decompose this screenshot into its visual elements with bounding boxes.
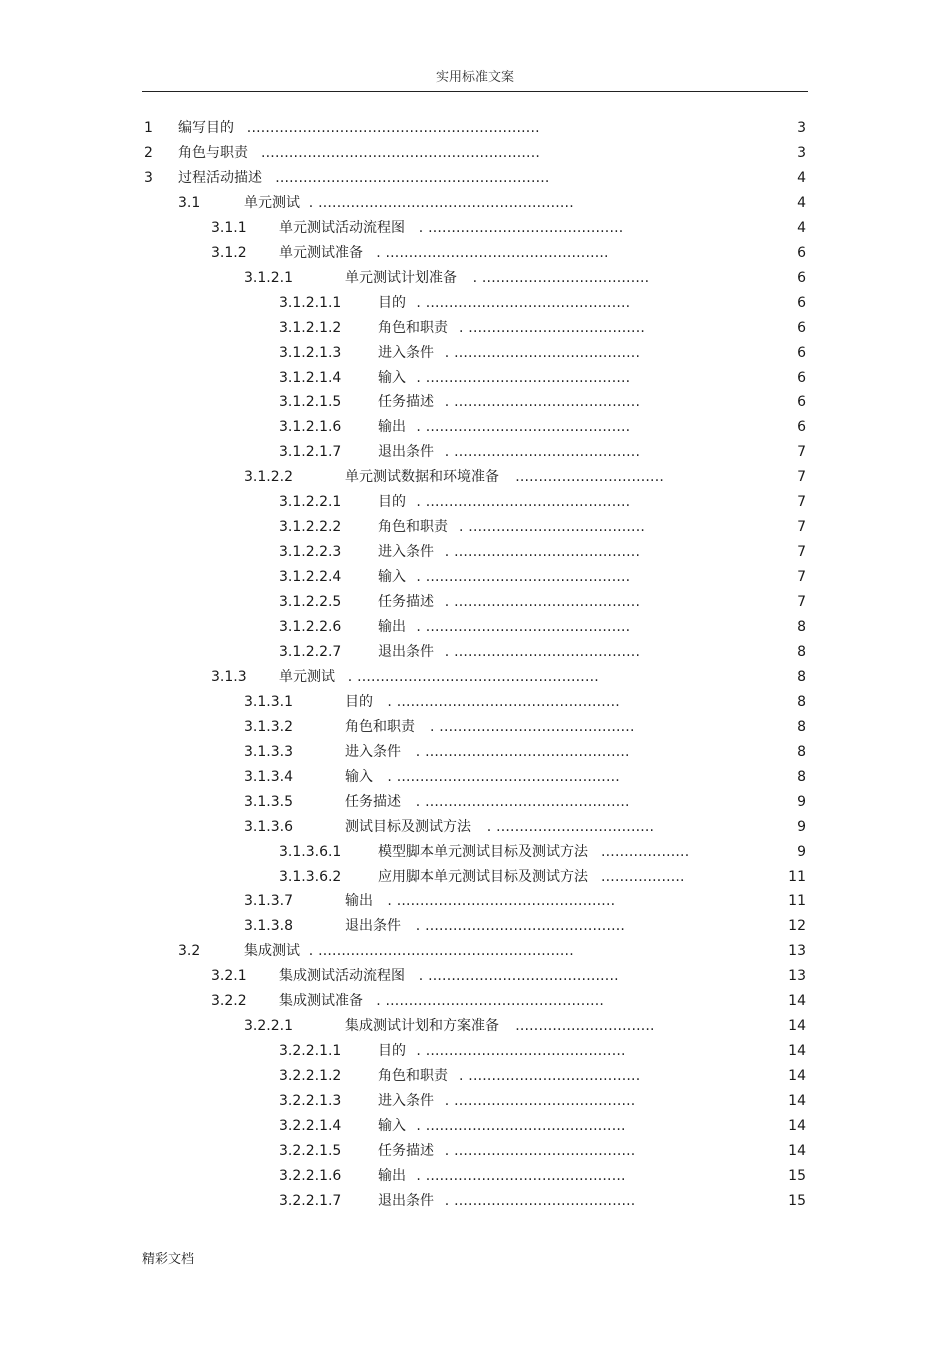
toc-entry-title: 任务描述 xyxy=(345,793,401,810)
toc-entry[interactable] xyxy=(0,867,950,887)
header-rule xyxy=(142,91,808,92)
toc-entry-number: 3.1.2.2.2 xyxy=(279,519,342,536)
toc-entry-leader-dots: .................. xyxy=(601,868,685,885)
toc-entry-leader-dots: . .................................... xyxy=(472,269,650,286)
toc-entry-number: 2 xyxy=(144,144,153,161)
toc-entry-title: 输出 xyxy=(378,619,406,635)
toc-entry-number: 3.1.3.6.2 xyxy=(279,868,342,885)
toc-entry-leader-dots: . ........................................... xyxy=(416,1043,626,1060)
toc-entry-leader-dots: . ....................................... xyxy=(444,1142,636,1159)
toc-entry[interactable] xyxy=(0,1191,950,1211)
toc-entry[interactable] xyxy=(0,692,950,712)
toc-entry-number: 3.1.2.1.2 xyxy=(279,319,342,336)
toc-entry-page-number: 4 xyxy=(797,169,806,186)
toc-entry-leader-dots: . ................................................ xyxy=(376,244,609,261)
toc-entry-number: 3.1.2.2 xyxy=(244,469,293,486)
toc-entry[interactable] xyxy=(0,642,950,662)
toc-entry-number: 3.2.2.1.1 xyxy=(279,1043,342,1060)
toc-entry-page-number: 3 xyxy=(797,120,806,136)
toc-entry-number: 3.1.3.6 xyxy=(244,818,293,835)
toc-entry[interactable] xyxy=(0,517,950,537)
toc-entry-title: 进入条件 xyxy=(378,1093,434,1110)
toc-entry-number: 3.1.1 xyxy=(211,219,247,236)
toc-entry-page-number: 7 xyxy=(797,444,806,461)
toc-entry-title: 输入 xyxy=(378,569,406,586)
toc-entry-title: 单元测试 xyxy=(279,668,335,685)
toc-entry-title: 角色和职责 xyxy=(378,519,448,536)
toc-entry-page-number: 12 xyxy=(788,918,806,935)
toc-entry[interactable] xyxy=(0,717,950,737)
toc-entry-page-number: 6 xyxy=(797,344,806,361)
toc-entry[interactable] xyxy=(0,442,950,462)
toc-entry-page-number: 7 xyxy=(797,469,806,486)
toc-entry-title: 角色和职责 xyxy=(378,1068,448,1085)
page-header-title: 实用标准文案 xyxy=(435,70,514,85)
toc-entry-page-number: 6 xyxy=(797,419,806,436)
toc-entry-title: 输入 xyxy=(345,768,373,785)
toc-entry-leader-dots: . ........................................... xyxy=(416,1167,626,1184)
toc-entry-leader-dots: . ....................................... xyxy=(444,1093,636,1110)
toc-entry-leader-dots: ............................................................ xyxy=(261,144,541,161)
toc-entry-leader-dots: . ............................................... xyxy=(376,993,605,1010)
toc-entry-page-number: 13 xyxy=(788,943,806,960)
toc-entry[interactable] xyxy=(0,941,950,961)
toc-entry[interactable] xyxy=(0,567,950,587)
toc-entry-title: 目的 xyxy=(378,1043,406,1060)
toc-entry-number: 3.1.2.1 xyxy=(244,269,293,286)
toc-entry-title: 任务描述 xyxy=(378,394,434,411)
toc-entry-leader-dots: .............................. xyxy=(515,1018,655,1035)
toc-entry-leader-dots: . ..................................... xyxy=(459,1068,641,1085)
toc-entry-number: 3.2.1 xyxy=(211,968,247,985)
toc-entry-page-number: 13 xyxy=(788,968,806,985)
toc-entry-leader-dots: . ............................................ xyxy=(416,294,631,311)
toc-entry-title: 集成测试活动流程图 xyxy=(279,968,405,985)
toc-entry-number: 3.2.2.1.2 xyxy=(279,1068,342,1085)
toc-entry[interactable] xyxy=(0,1041,950,1061)
toc-entry-title: 应用脚本单元测试目标及测试方法 xyxy=(378,868,588,885)
toc-entry-page-number: 11 xyxy=(788,868,806,885)
toc-entry[interactable] xyxy=(0,542,950,562)
toc-entry-leader-dots: . ........................................ xyxy=(444,394,641,411)
toc-entry-page-number: 8 xyxy=(797,668,806,685)
toc-entry-page-number: 15 xyxy=(788,1167,806,1184)
toc-entry-number: 3.2.2.1.7 xyxy=(279,1192,342,1209)
toc-entry-title: 单元测试数据和环境准备 xyxy=(345,469,499,486)
toc-entry[interactable] xyxy=(0,742,950,762)
toc-entry[interactable] xyxy=(0,792,950,812)
toc-entry-title: 单元测试活动流程图 xyxy=(279,219,405,236)
toc-entry-number: 3.1.2.2.5 xyxy=(279,594,342,611)
toc-entry[interactable] xyxy=(0,243,950,263)
toc-entry-leader-dots: . ........................................ xyxy=(444,444,641,461)
toc-entry-number: 3.1.3.3 xyxy=(244,743,293,760)
toc-entry-title: 角色和职责 xyxy=(378,319,448,336)
toc-entry-title: 输出 xyxy=(345,893,373,910)
toc-entry-title: 模型脚本单元测试目标及测试方法 xyxy=(378,843,588,860)
toc-entry[interactable] xyxy=(0,1116,950,1136)
toc-entry-page-number: 14 xyxy=(788,1142,806,1159)
toc-entry-number: 1 xyxy=(144,120,153,136)
toc-entry-leader-dots: . ......................................... xyxy=(418,968,619,985)
toc-entry-number: 3.1.2.1.5 xyxy=(279,394,342,411)
toc-entry[interactable] xyxy=(0,368,950,388)
toc-entry-page-number: 14 xyxy=(788,1068,806,1085)
toc-entry-number: 3.1.3.2 xyxy=(244,718,293,735)
toc-entry-page-number: 4 xyxy=(797,219,806,236)
toc-entry-number: 3.1.2.2.3 xyxy=(279,544,342,561)
toc-entry-number: 3.2.2.1.6 xyxy=(279,1167,342,1184)
toc-entry[interactable] xyxy=(0,817,950,837)
toc-entry-title: 退出条件 xyxy=(378,1192,434,1209)
toc-entry-leader-dots: . ...................................... xyxy=(459,319,646,336)
toc-entry-title: 集成测试准备 xyxy=(279,993,363,1010)
toc-entry-leader-dots: . ............................................ xyxy=(415,743,630,760)
toc-entry-leader-dots: . .................................. xyxy=(486,818,655,835)
toc-entry-leader-dots: . ............................................ xyxy=(415,793,630,810)
toc-entry-page-number: 8 xyxy=(797,643,806,660)
toc-entry-page-number: 4 xyxy=(797,194,806,211)
toc-entry-leader-dots: . ............................................ xyxy=(416,419,631,436)
toc-entry[interactable] xyxy=(0,592,950,612)
toc-entry-page-number: 7 xyxy=(797,544,806,561)
toc-entry-page-number: 9 xyxy=(797,818,806,835)
toc-entry-number: 3.2 xyxy=(178,943,201,960)
toc-entry-title: 进入条件 xyxy=(378,544,434,561)
toc-entry-title: 输出 xyxy=(378,1167,406,1184)
toc-entry-title: 角色与职责 xyxy=(178,144,248,161)
toc-entry-title: 测试目标及测试方法 xyxy=(345,818,471,835)
toc-entry-page-number: 6 xyxy=(797,244,806,261)
toc-entry-page-number: 14 xyxy=(788,1118,806,1134)
toc-entry-number: 3.1.3.1 xyxy=(244,693,293,710)
toc-entry-title: 目的 xyxy=(345,693,373,710)
toc-entry[interactable] xyxy=(0,667,950,687)
toc-entry-number: 3 xyxy=(144,169,153,186)
toc-entry-title: 集成测试计划和方案准备 xyxy=(345,1018,499,1035)
toc-entry-page-number: 14 xyxy=(788,993,806,1010)
toc-entry-number: 3.2.2 xyxy=(211,993,247,1010)
toc-entry[interactable] xyxy=(0,1141,950,1161)
toc-entry[interactable] xyxy=(0,392,950,412)
toc-entry[interactable] xyxy=(0,467,950,487)
toc-entry-title: 单元测试准备 xyxy=(279,244,363,261)
toc-entry-number: 3.1.3.8 xyxy=(244,918,293,935)
toc-entry-title: 任务描述 xyxy=(378,594,434,611)
toc-entry[interactable] xyxy=(0,293,950,313)
toc-entry-page-number: 7 xyxy=(797,519,806,536)
toc-entry-leader-dots: . ............................................... xyxy=(387,893,616,910)
toc-entry-title: 角色和职责 xyxy=(345,718,415,735)
toc-entry-number: 3.1.2.2.7 xyxy=(279,643,342,660)
toc-entry-title: 集成测试 xyxy=(244,943,300,960)
toc-entry-title: 退出条件 xyxy=(378,444,434,461)
toc-entry-number: 3.1.3 xyxy=(211,668,247,685)
toc-entry-title: 编写目的 xyxy=(178,120,234,136)
toc-entry[interactable] xyxy=(0,343,950,363)
toc-entry-page-number: 8 xyxy=(797,619,806,635)
toc-entry-leader-dots: . ........................................ xyxy=(444,544,641,561)
toc-entry-leader-dots: . ....................................................... xyxy=(308,943,574,960)
toc-entry[interactable] xyxy=(0,318,950,338)
toc-entry-page-number: 14 xyxy=(788,1093,806,1110)
toc-entry-page-number: 7 xyxy=(797,494,806,511)
page-footer-text: 精彩文档 xyxy=(142,1252,195,1267)
toc-entry-title: 进入条件 xyxy=(345,743,401,760)
toc-entry-leader-dots: . ........................................ xyxy=(444,344,641,361)
toc-entry-leader-dots: . ........................................... xyxy=(415,918,626,935)
toc-entry-page-number: 7 xyxy=(797,569,806,586)
toc-entry-title: 输入 xyxy=(378,1118,406,1134)
toc-entry[interactable] xyxy=(0,891,950,911)
toc-entry-number: 3.2.2.1 xyxy=(244,1018,293,1035)
toc-entry-page-number: 6 xyxy=(797,394,806,411)
toc-entry-number: 3.1.2.2.1 xyxy=(279,494,342,511)
toc-entry[interactable] xyxy=(0,767,950,787)
toc-entry-number: 3.1.2 xyxy=(211,244,247,261)
toc-entry[interactable] xyxy=(0,1016,950,1036)
toc-entry[interactable] xyxy=(0,168,950,188)
toc-entry-leader-dots: . ....................................................... xyxy=(308,194,574,211)
toc-entry-title: 单元测试 xyxy=(244,194,300,211)
toc-entry-leader-dots: . ........................................ xyxy=(444,594,641,611)
toc-entry-number: 3.1.3.7 xyxy=(244,893,293,910)
toc-entry-leader-dots: ................................ xyxy=(515,469,664,486)
toc-entry-number: 3.1.2.1.1 xyxy=(279,294,342,311)
toc-entry-number: 3.1.2.2.6 xyxy=(279,619,342,635)
toc-entry-leader-dots: . ........................................ xyxy=(444,643,641,660)
toc-entry-leader-dots: . ............................................ xyxy=(416,369,631,386)
toc-entry[interactable] xyxy=(0,842,950,862)
toc-entry-title: 过程活动描述 xyxy=(178,169,262,186)
toc-entry-leader-dots: . ............................................ xyxy=(416,494,631,511)
toc-entry-leader-dots: . .......................................... xyxy=(430,718,635,735)
toc-entry-title: 任务描述 xyxy=(378,1142,434,1159)
toc-entry-number: 3.1.3.4 xyxy=(244,768,293,785)
toc-entry[interactable] xyxy=(0,1066,950,1086)
toc-entry-page-number: 9 xyxy=(797,843,806,860)
toc-entry-leader-dots: . ....................................... xyxy=(444,1192,636,1209)
toc-entry-number: 3.1 xyxy=(178,194,201,211)
toc-entry[interactable] xyxy=(0,218,950,238)
toc-entry-page-number: 7 xyxy=(797,594,806,611)
toc-entry-number: 3.1.2.1.4 xyxy=(279,369,342,386)
toc-entry-title: 退出条件 xyxy=(378,643,434,660)
toc-entry-page-number: 15 xyxy=(788,1192,806,1209)
toc-entry-number: 3.1.2.1.6 xyxy=(279,419,342,436)
toc-entry[interactable] xyxy=(0,1091,950,1111)
toc-entry-page-number: 3 xyxy=(797,144,806,161)
toc-entry[interactable] xyxy=(0,991,950,1011)
toc-entry-number: 3.1.2.2.4 xyxy=(279,569,342,586)
toc-entry-page-number: 6 xyxy=(797,369,806,386)
toc-entry[interactable] xyxy=(0,617,950,637)
toc-entry-leader-dots: ............................................................... xyxy=(246,120,540,136)
toc-entry-title: 目的 xyxy=(378,294,406,311)
toc-entry-page-number: 8 xyxy=(797,743,806,760)
toc-entry-page-number: 11 xyxy=(788,893,806,910)
toc-entry-leader-dots: . ................................................ xyxy=(387,768,620,785)
toc-entry-page-number: 8 xyxy=(797,768,806,785)
toc-entry[interactable] xyxy=(0,492,950,512)
toc-entry-title: 进入条件 xyxy=(378,344,434,361)
toc-entry-leader-dots: ........................................................... xyxy=(275,169,550,186)
toc-entry[interactable] xyxy=(0,916,950,936)
toc-entry-page-number: 8 xyxy=(797,693,806,710)
toc-entry-number: 3.1.3.5 xyxy=(244,793,293,810)
toc-entry[interactable] xyxy=(0,417,950,437)
toc-entry-page-number: 14 xyxy=(788,1018,806,1035)
toc-entry-number: 3.1.3.6.1 xyxy=(279,843,342,860)
toc-entry-title: 目的 xyxy=(378,494,406,511)
toc-entry-leader-dots: . .......................................... xyxy=(418,219,624,236)
toc-entry[interactable] xyxy=(0,118,950,138)
toc-entry-leader-dots: . ............................................ xyxy=(416,619,631,635)
toc-entry-number: 3.2.2.1.4 xyxy=(279,1118,342,1134)
toc-entry-title: 输入 xyxy=(378,369,406,386)
toc-entry[interactable] xyxy=(0,268,950,288)
toc-entry[interactable] xyxy=(0,193,950,213)
toc-entry[interactable] xyxy=(0,966,950,986)
toc-entry[interactable] xyxy=(0,143,950,163)
toc-entry-number: 3.2.2.1.5 xyxy=(279,1142,342,1159)
toc-entry-page-number: 6 xyxy=(797,319,806,336)
toc-entry-number: 3.2.2.1.3 xyxy=(279,1093,342,1110)
toc-entry-page-number: 9 xyxy=(797,793,806,810)
toc-entry-title: 输出 xyxy=(378,419,406,436)
toc-entry-leader-dots: . ...................................... xyxy=(459,519,646,536)
toc-entry-leader-dots: . ............................................ xyxy=(416,569,631,586)
toc-entry-number: 3.1.2.1.3 xyxy=(279,344,342,361)
toc-entry[interactable] xyxy=(0,1166,950,1186)
toc-entry-number: 3.1.2.1.7 xyxy=(279,444,342,461)
toc-entry-page-number: 6 xyxy=(797,294,806,311)
toc-entry-leader-dots: . ........................................... xyxy=(416,1118,626,1134)
toc-entry-page-number: 14 xyxy=(788,1043,806,1060)
toc-entry-title: 单元测试计划准备 xyxy=(345,269,457,286)
toc-entry-leader-dots: ................... xyxy=(601,843,690,860)
toc-entry-page-number: 8 xyxy=(797,718,806,735)
toc-entry-leader-dots: . ................................................ xyxy=(387,693,620,710)
toc-entry-page-number: 6 xyxy=(797,269,806,286)
toc-entry-leader-dots: . .................................................... xyxy=(347,668,599,685)
toc-entry-title: 退出条件 xyxy=(345,918,401,935)
